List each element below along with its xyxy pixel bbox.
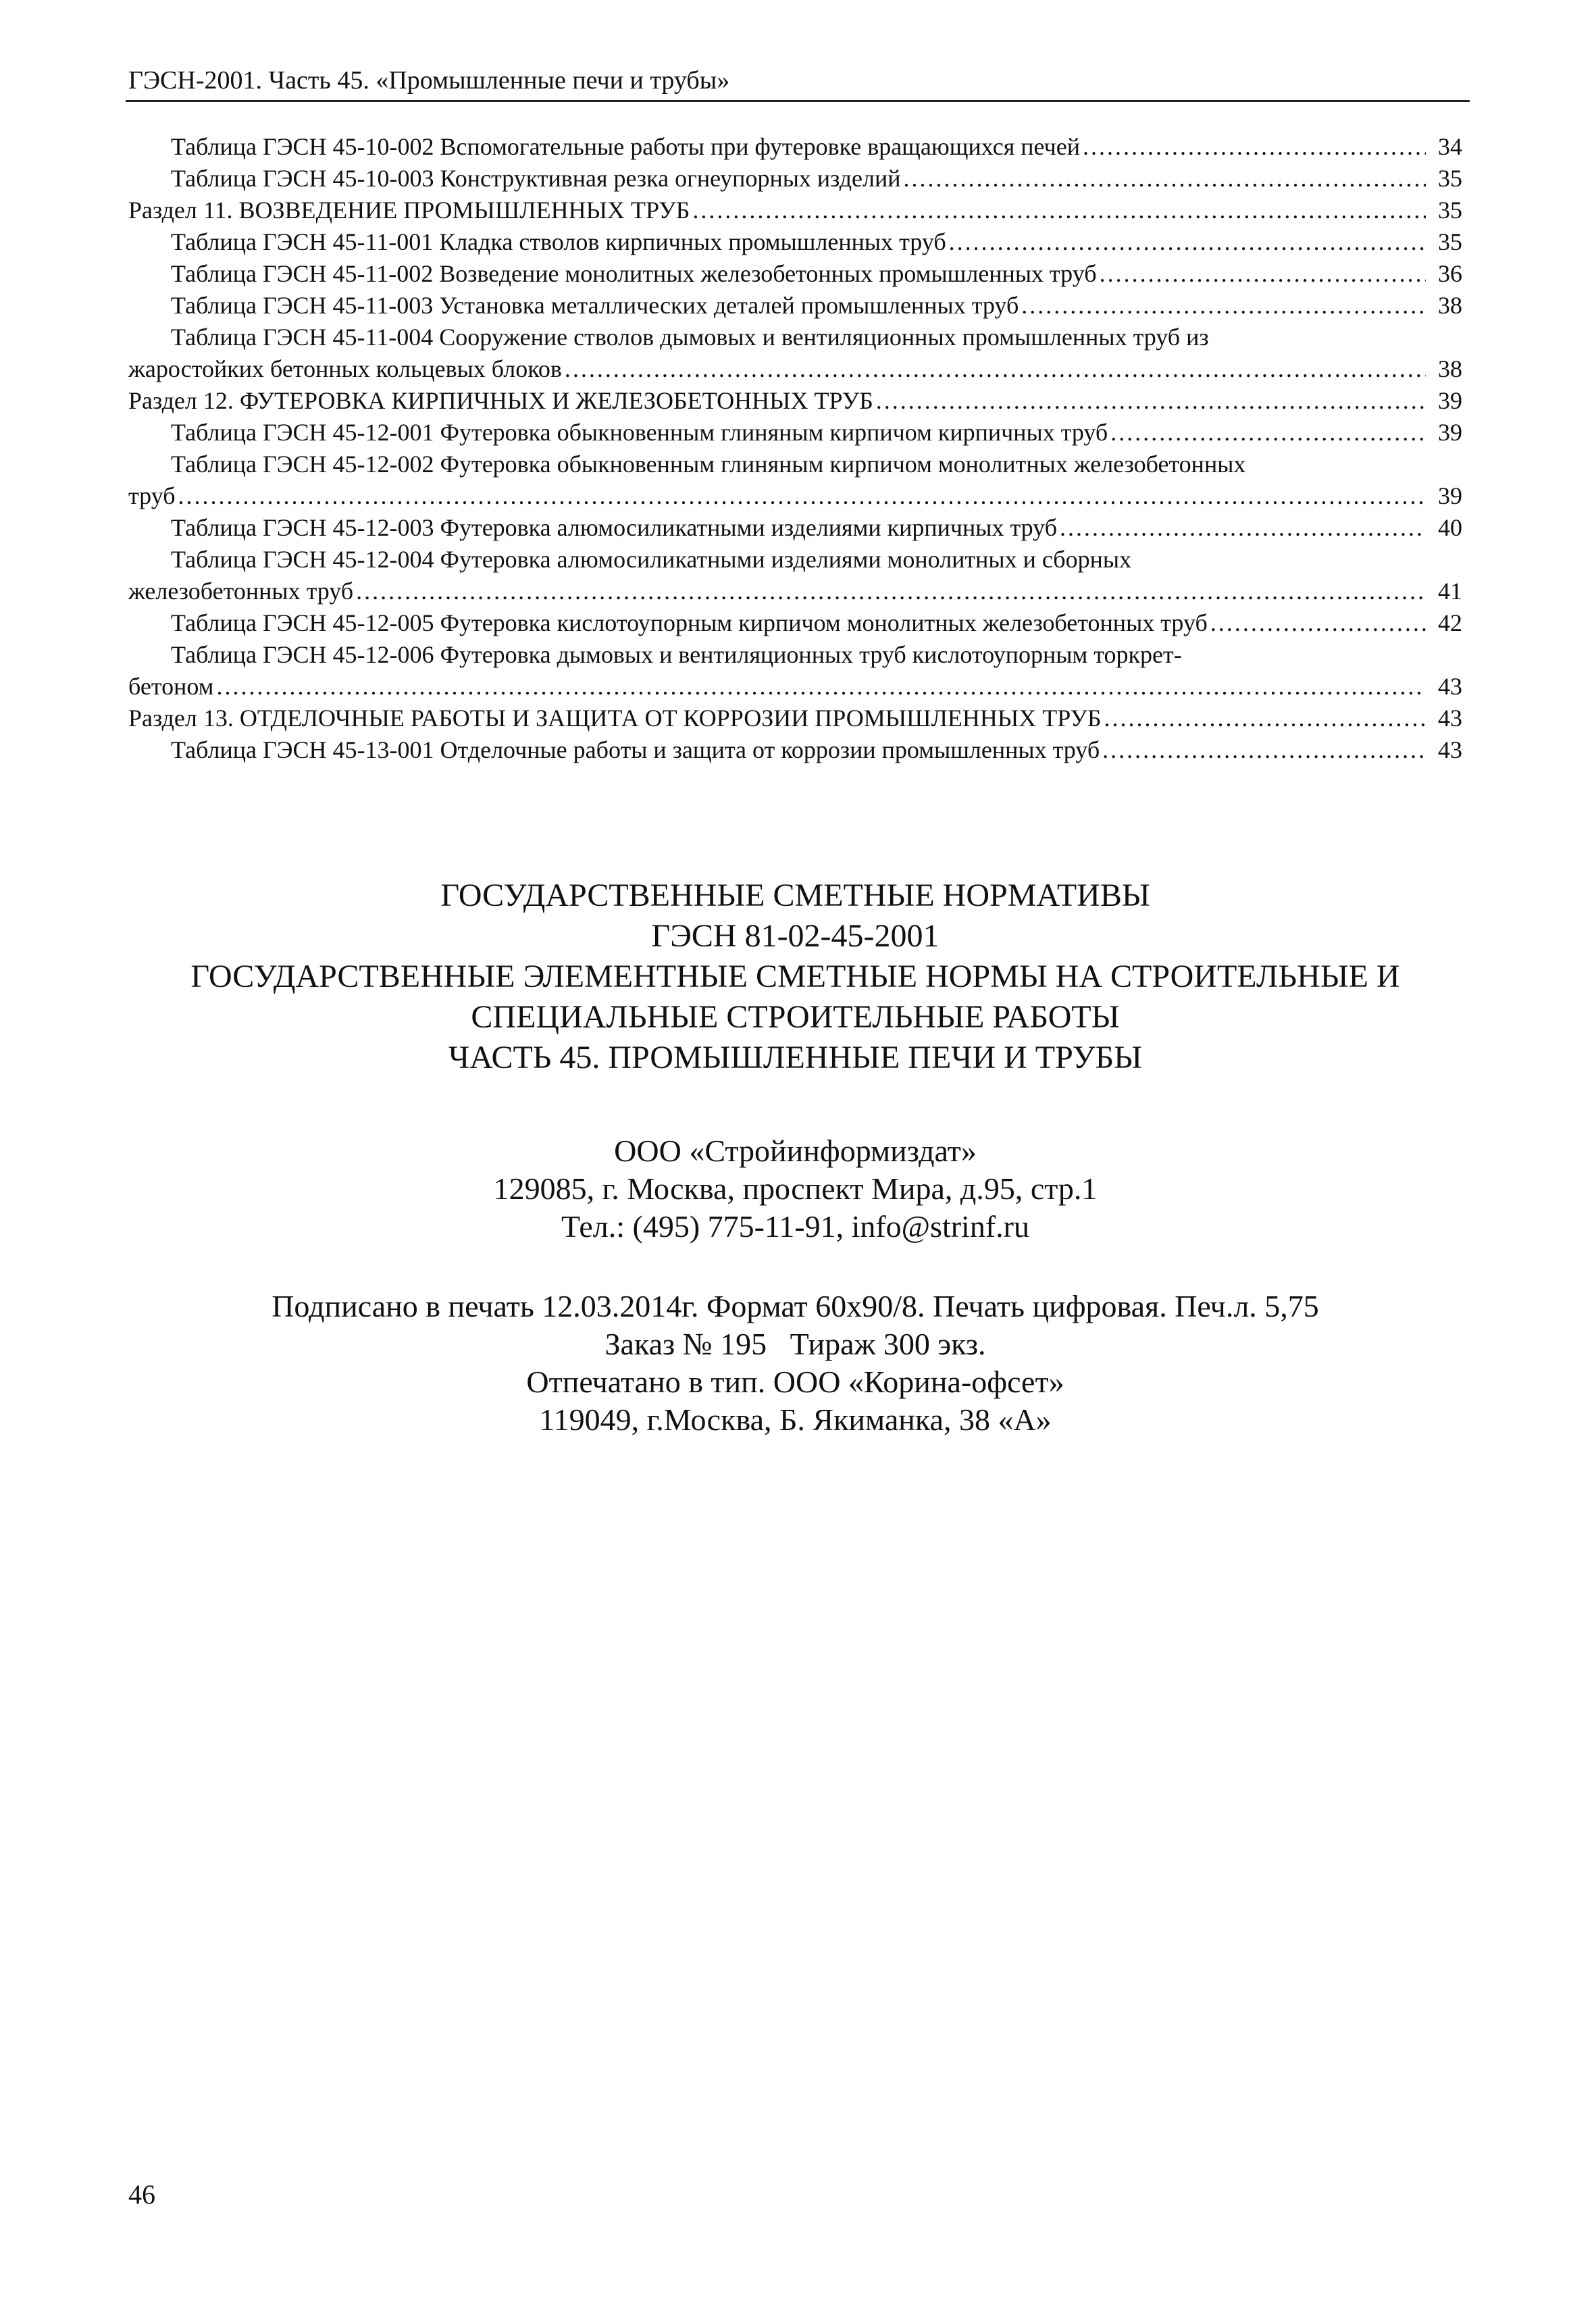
toc-line (128, 576, 1462, 607)
toc-section-entry (128, 385, 1462, 417)
title-line: ГОСУДАРСТВЕННЫЕ ЭЛЕМЕНТНЫЕ СМЕТНЫЕ НОРМЫ НА СТРОИТЕЛЬНЫЕ И (190, 959, 1400, 994)
toc-line (128, 417, 1462, 449)
toc-page-number: 38 (1438, 292, 1462, 319)
imprint-printed-by: Отпечатано в тип. ООО «Корина-офсет» (526, 1365, 1064, 1399)
toc-entry-text: Таблица ГЭСН 45-10-003 Конструктивная резка огнеупорных изделий (171, 165, 901, 192)
toc-leader-dots (356, 576, 1426, 607)
toc-line (128, 449, 1462, 480)
toc-leader-dots (1100, 258, 1426, 290)
toc-line (128, 322, 1462, 353)
toc-line (128, 290, 1462, 322)
toc-table-entry (128, 512, 1462, 544)
toc-entry-text: Таблица ГЭСН 45-12-004 Футеровка алюмосиликатными изделиями монолитных и сборных (171, 546, 1132, 573)
toc-entry-text: труб (128, 482, 176, 509)
toc-entry-text: Таблица ГЭСН 45-12-001 Футеровка обыкновенным глиняным кирпичом кирпичных труб (171, 419, 1108, 446)
toc-page-number: 35 (1438, 197, 1462, 224)
toc-leader-dots (1104, 703, 1426, 734)
page-number: 46 (128, 2179, 155, 2210)
toc-line (128, 512, 1462, 544)
toc-leader-dots (1060, 512, 1426, 544)
toc-entry-text: Таблица ГЭСН 45-13-001 Отделочные работы и защита от коррозии промышленных труб (171, 736, 1100, 763)
toc-page-number: 35 (1438, 165, 1462, 192)
toc-table-entry (128, 226, 1462, 258)
toc-table-entry (128, 290, 1462, 322)
toc-page-number: 39 (1438, 419, 1462, 446)
toc-line (128, 163, 1462, 195)
toc-section-entry (128, 703, 1462, 734)
toc-table-entry (128, 734, 1462, 766)
toc-leader-dots (1110, 417, 1426, 449)
toc-page-number: 38 (1438, 355, 1462, 382)
toc-table-entry (128, 607, 1462, 639)
toc-leader-dots (565, 353, 1426, 385)
toc-leader-dots (904, 163, 1426, 195)
toc-table-entry (128, 322, 1462, 385)
publisher-contacts: Тел.: (495) 775-11-91, info@strinf.ru (561, 1209, 1029, 1244)
publisher-address: 129085, г. Москва, проспект Мира, д.95, стр.1 (493, 1171, 1098, 1206)
imprint-order: Заказ № 195 Тираж 300 экз. (604, 1327, 986, 1361)
toc-page-number: 41 (1438, 578, 1462, 605)
toc-table-entry (128, 258, 1462, 290)
running-header: ГЭСН-2001. Часть 45. «Промышленные печи и трубы» (128, 66, 730, 95)
publisher-block (128, 1132, 1462, 1246)
toc-entry-text: Таблица ГЭСН 45-12-003 Футеровка алюмосиликатными изделиями кирпичных труб (171, 514, 1058, 541)
toc-page-number: 39 (1438, 387, 1462, 414)
toc-table-entry (128, 449, 1462, 512)
toc-leader-dots (876, 385, 1426, 417)
toc-line (128, 544, 1462, 576)
toc-entry-text: Таблица ГЭСН 45-12-002 Футеровка обыкновенным глиняным кирпичом монолитных железобетонных (171, 451, 1246, 478)
title-block (128, 875, 1462, 1078)
toc-entry-text: Таблица ГЭСН 45-11-004 Сооружение стволов дымовых и вентиляционных промышленных труб из (171, 324, 1209, 351)
toc-leader-dots (1102, 734, 1426, 766)
toc-leader-dots (1083, 131, 1426, 163)
toc-page-number: 39 (1438, 482, 1462, 509)
toc-line (128, 607, 1462, 639)
toc-section-entry (128, 195, 1462, 226)
toc-table-entry (128, 639, 1462, 703)
toc-entry-text: Раздел 12. ФУТЕРОВКА КИРПИЧНЫХ И ЖЕЛЕЗОБЕТОННЫХ ТРУБ (128, 387, 873, 414)
toc-line (128, 385, 1462, 417)
toc-entry-text: Таблица ГЭСН 45-11-002 Возведение монолитных железобетонных промышленных труб (171, 260, 1097, 287)
toc-page-number: 42 (1438, 609, 1462, 636)
toc-line (128, 131, 1462, 163)
toc-entry-text: бетоном (128, 673, 214, 700)
toc-table-entry (128, 544, 1462, 607)
toc-leader-dots (178, 480, 1426, 512)
toc-page-number: 36 (1438, 260, 1462, 287)
table-of-contents (128, 131, 1462, 766)
toc-entry-text: Таблица ГЭСН 45-10-002 Вспомогательные работы при футеровке вращающихся печей (171, 133, 1080, 160)
toc-leader-dots (1210, 607, 1426, 639)
title-line: ГОСУДАРСТВЕННЫЕ СМЕТНЫЕ НОРМАТИВЫ (440, 878, 1150, 913)
toc-page-number: 43 (1438, 736, 1462, 763)
header-rule (126, 100, 1470, 102)
toc-page-number: 35 (1438, 228, 1462, 255)
title-line: ГЭСН 81-02-45-2001 (651, 918, 939, 954)
toc-leader-dots (692, 195, 1426, 226)
publisher-name: ООО «Стройинформиздат» (614, 1134, 977, 1168)
toc-line (128, 734, 1462, 766)
imprint-signed: Подписано в печать 12.03.2014г. Формат 60x90/8. Печать цифровая. Печ.л. 5,75 (272, 1289, 1319, 1323)
toc-leader-dots (1021, 290, 1426, 322)
toc-page-number: 34 (1438, 133, 1462, 160)
title-line: ЧАСТЬ 45. ПРОМЫШЛЕННЫЕ ПЕЧИ И ТРУБЫ (448, 1040, 1143, 1075)
toc-line (128, 671, 1462, 703)
toc-entry-text: Таблица ГЭСН 45-11-003 Установка металлических деталей промышленных труб (171, 292, 1019, 319)
toc-line (128, 353, 1462, 385)
toc-page-number: 43 (1438, 705, 1462, 732)
toc-entry-text: жаростойких бетонных кольцевых блоков (128, 355, 562, 382)
toc-entry-text: Раздел 13. ОТДЕЛОЧНЫЕ РАБОТЫ И ЗАЩИТА ОТ КОРРОЗИИ ПРОМЫШЛЕННЫХ ТРУБ (128, 705, 1102, 732)
toc-line (128, 639, 1462, 671)
toc-entry-text: Таблица ГЭСН 45-12-006 Футеровка дымовых и вентиляционных труб кислотоупорным торкрет- (171, 641, 1182, 668)
toc-entry-text: Таблица ГЭСН 45-12-005 Футеровка кислотоупорным кирпичом монолитных железобетонных труб (171, 609, 1208, 636)
toc-line (128, 480, 1462, 512)
toc-table-entry (128, 417, 1462, 449)
toc-entry-text: железобетонных труб (128, 578, 354, 605)
toc-line (128, 195, 1462, 226)
toc-line (128, 703, 1462, 734)
toc-leader-dots (949, 226, 1426, 258)
toc-page-number: 40 (1438, 514, 1462, 541)
toc-entry-text: Таблица ГЭСН 45-11-001 Кладка стволов кирпичных промышленных труб (171, 228, 946, 255)
title-line: СПЕЦИАЛЬНЫЕ СТРОИТЕЛЬНЫЕ РАБОТЫ (471, 999, 1120, 1035)
toc-line (128, 258, 1462, 290)
toc-table-entry (128, 163, 1462, 195)
toc-page-number: 43 (1438, 673, 1462, 700)
toc-leader-dots (216, 671, 1426, 703)
toc-entry-text: Раздел 11. ВОЗВЕДЕНИЕ ПРОМЫШЛЕННЫХ ТРУБ (128, 197, 690, 224)
toc-table-entry (128, 131, 1462, 163)
toc-line (128, 226, 1462, 258)
imprint-printer-address: 119049, г.Москва, Б. Якиманка, 38 «А» (539, 1402, 1052, 1437)
imprint-block (128, 1288, 1462, 1439)
